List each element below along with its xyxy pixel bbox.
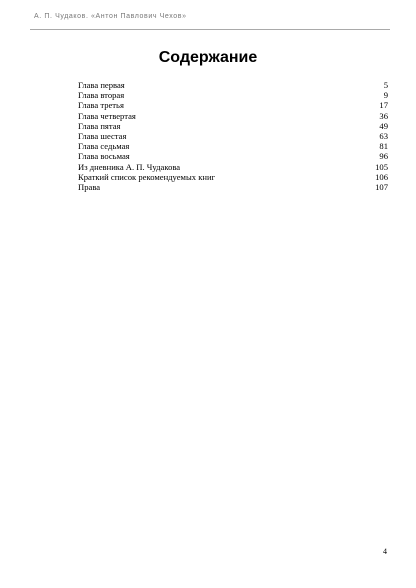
toc-entry[interactable] (78, 151, 388, 161)
toc-entry-label: Глава седьмая (78, 141, 130, 152)
table-of-contents (78, 80, 388, 192)
toc-entry[interactable] (78, 162, 388, 172)
page-number: 4 (383, 547, 387, 556)
toc-entry[interactable] (78, 80, 388, 90)
toc-entry-page: 96 (379, 151, 388, 162)
toc-entry[interactable] (78, 121, 388, 131)
toc-entry-page: 63 (379, 131, 388, 142)
toc-entry[interactable] (78, 90, 388, 100)
toc-entry-label: Права (78, 182, 101, 193)
toc-entry-label: Глава шестая (78, 131, 127, 142)
toc-entry-label: Краткий список рекомендуемых книг (78, 171, 216, 182)
toc-entry[interactable] (78, 141, 388, 151)
header-divider (30, 29, 390, 30)
toc-entry-page: 49 (379, 120, 388, 131)
header-book-title: «Антон Павлович Чехов» (91, 13, 187, 20)
page-title: Содержание (158, 49, 258, 66)
toc-entry[interactable] (78, 100, 388, 110)
toc-entry-page: 36 (379, 110, 388, 121)
toc-entry-page: 9 (383, 90, 388, 101)
toc-entry-label: Глава пятая (78, 120, 121, 131)
toc-entry-label: Из дневника А. П. Чудакова (78, 161, 181, 172)
toc-entry-page: 106 (375, 171, 388, 182)
toc-entry-page: 17 (379, 100, 388, 111)
toc-entry-page: 107 (375, 182, 388, 193)
toc-entry[interactable] (78, 131, 388, 141)
toc-entry-label: Глава первая (78, 80, 125, 90)
toc-entry-page: 5 (383, 80, 388, 90)
toc-entry[interactable] (78, 182, 388, 192)
toc-entry[interactable] (78, 172, 388, 182)
toc-entry-label: Глава четвертая (78, 110, 136, 121)
toc-entry-label: Глава вторая (78, 90, 125, 101)
header-author: А. П. Чудаков (34, 13, 86, 20)
running-header: А. П. Чудаков. «Антон Павлович Чехов» (34, 13, 187, 20)
toc-entry-page: 81 (379, 141, 388, 152)
toc-entry-page: 105 (375, 161, 388, 172)
toc-entry-label: Глава третья (78, 100, 124, 111)
toc-entry-label: Глава восьмая (78, 151, 130, 162)
toc-entry[interactable] (78, 111, 388, 121)
